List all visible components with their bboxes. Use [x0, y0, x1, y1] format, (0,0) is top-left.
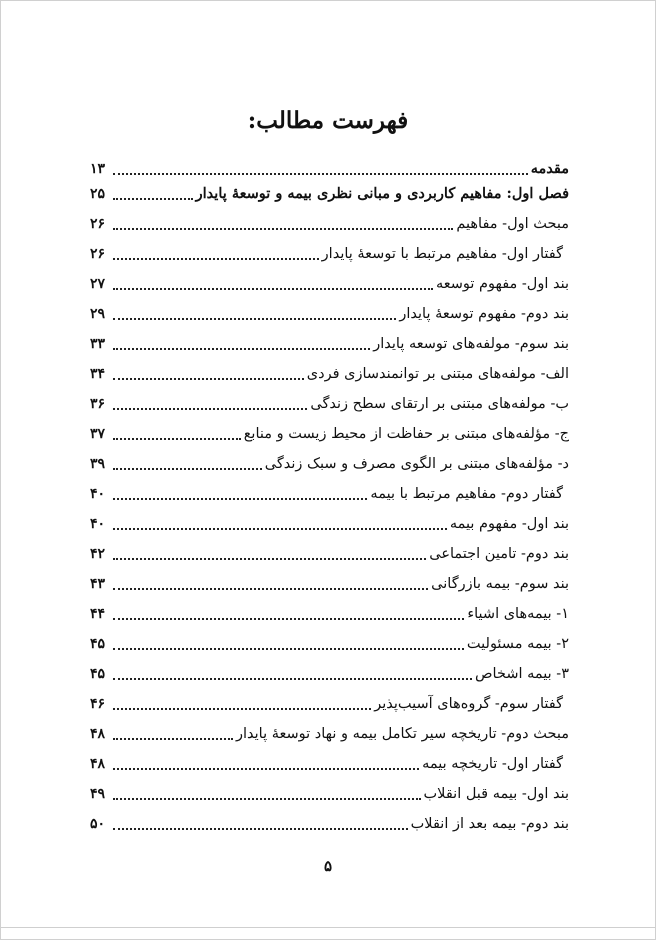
toc-entry-label: مبحث دوم- تاریخچه سیر تکامل بیمه و نهاد توسعۀ پایدار: [235, 726, 569, 742]
toc-entry-page: ۴۸: [90, 726, 106, 742]
toc-entry-page: ۳۹: [90, 456, 106, 472]
toc-entry[interactable]: [90, 509, 569, 539]
toc-entry-label: بند دوم- مفهوم توسعۀ پایدار: [399, 306, 569, 322]
toc-entry-label: ۳- بیمه اشخاص: [475, 666, 569, 682]
toc-entry-page: ۴۶: [90, 696, 106, 712]
toc-entry-page: ۳۶: [90, 396, 106, 412]
toc-entry-page: ۲۶: [90, 216, 106, 232]
toc-entry-label: بند دوم- بیمه بعد از انقلاب: [410, 816, 569, 832]
dot-leader: [113, 828, 408, 830]
table-of-contents: [90, 159, 569, 839]
toc-entry-label: مبحث اول- مفاهیم: [456, 216, 569, 232]
toc-entry-label: ب- مولفه‌های مبتنی بر ارتقای سطح زندگی: [310, 396, 569, 412]
toc-entry-label: گفتار سوم- گروه‌های آسیب‌پذیر: [374, 696, 563, 712]
toc-entry-label: بند سوم- مولفه‌های توسعه پایدار: [373, 336, 569, 352]
dot-leader: [113, 468, 262, 470]
toc-entry[interactable]: [90, 689, 569, 719]
toc-entry-label: بند اول- مفهوم بیمه: [449, 516, 569, 532]
page-title: فهرست مطالب:: [247, 107, 409, 134]
dot-leader: [113, 738, 233, 740]
toc-entry-page: ۴۰: [90, 486, 106, 502]
toc-entry[interactable]: [90, 449, 569, 479]
toc-entry-label: فصل اول: مفاهیم کاربردی و مبانی نظری بیمه و توسعۀ پایدار: [195, 185, 569, 202]
dot-leader: [113, 288, 433, 290]
toc-entry-page: ۴۵: [90, 666, 106, 682]
toc-entry-chapter-1[interactable]: [90, 179, 569, 209]
dot-leader: [113, 198, 193, 200]
toc-entry-page: ۲۶: [90, 246, 106, 262]
toc-entry-page: ۲۵: [90, 186, 106, 202]
toc-entry[interactable]: [90, 479, 569, 509]
toc-entry[interactable]: [90, 779, 569, 809]
toc-entry-page: ۲۷: [90, 276, 106, 292]
dot-leader: [113, 228, 453, 230]
toc-entry-page: ۳۳: [90, 336, 106, 352]
toc-entry[interactable]: [90, 809, 569, 839]
toc-entry[interactable]: [90, 719, 569, 749]
dot-leader: [113, 708, 371, 710]
toc-entry[interactable]: [90, 209, 569, 239]
toc-entry-label: بند اول- بیمه قبل انقلاب: [423, 786, 569, 802]
dot-leader: [113, 588, 428, 590]
toc-entry-label: بند اول- مفهوم توسعه: [435, 276, 569, 292]
toc-entry-page: ۳۷: [90, 426, 106, 442]
toc-entry-label: ۱- بیمه‌های اشیاء: [467, 606, 569, 622]
toc-entry-label: بند سوم- بیمه بازرگانی: [431, 576, 569, 592]
toc-entry[interactable]: [90, 419, 569, 449]
toc-entry[interactable]: [90, 239, 569, 269]
toc-entry-page: ۴۸: [90, 756, 106, 772]
toc-entry-page: ۳۴: [90, 366, 106, 382]
toc-entry-label: ج- مؤلفه‌های مبتنی بر حفاظت از محیط زیست و منابع: [243, 426, 569, 442]
toc-entry[interactable]: [90, 329, 569, 359]
toc-entry-label: ۲- بیمه مسئولیت: [466, 636, 569, 652]
toc-entry-label: گفتار اول- تاریخچه بیمه: [422, 756, 563, 772]
toc-entry[interactable]: [90, 629, 569, 659]
dot-leader: [113, 408, 307, 410]
toc-entry-page: ۴۲: [90, 546, 106, 562]
toc-entry-introduction[interactable]: [90, 159, 569, 179]
toc-entry-label: مقدمه: [530, 160, 569, 177]
dot-leader: [113, 648, 464, 650]
toc-entry[interactable]: [90, 299, 569, 329]
dot-leader: [113, 498, 367, 500]
dot-leader: [113, 438, 241, 440]
dot-leader: [113, 348, 370, 350]
toc-entry-page: ۵۰: [90, 816, 106, 832]
toc-entry-page: ۴۳: [90, 576, 106, 592]
toc-entry[interactable]: [90, 599, 569, 629]
dot-leader: [113, 768, 419, 770]
toc-entry[interactable]: [90, 749, 569, 779]
page-number: ۵: [323, 857, 333, 875]
dot-leader: [113, 528, 447, 530]
toc-entry[interactable]: [90, 569, 569, 599]
toc-entry-page: ۴۰: [90, 516, 106, 532]
toc-entry-label: بند دوم- تامین اجتماعی: [429, 546, 569, 562]
toc-entry[interactable]: [90, 389, 569, 419]
dot-leader: [113, 678, 472, 680]
toc-entry-page: ۲۹: [90, 306, 106, 322]
dot-leader: [113, 258, 319, 260]
dot-leader: [113, 318, 396, 320]
dot-leader: [113, 798, 421, 800]
toc-entry-label: الف- مولفه‌های مبتنی بر توانمندسازی فردی: [306, 366, 569, 382]
toc-entry-label: گفتار اول- مفاهیم مرتبط با توسعۀ پایدار: [321, 246, 563, 262]
toc-entry-page: ۴۹: [90, 786, 106, 802]
toc-entry[interactable]: [90, 269, 569, 299]
dot-leader: [113, 378, 304, 380]
toc-entry-page: ۱۳: [90, 161, 106, 177]
toc-entry-page: ۴۴: [90, 606, 106, 622]
dot-leader: [113, 618, 464, 620]
dot-leader: [113, 558, 426, 560]
toc-entry[interactable]: [90, 359, 569, 389]
dot-leader: [113, 173, 528, 175]
toc-entry-label: د- مؤلفه‌های مبتنی بر الگوی مصرف و سبک زندگی: [264, 456, 569, 472]
toc-entry[interactable]: [90, 539, 569, 569]
toc-entry[interactable]: [90, 659, 569, 689]
bottom-divider: [1, 927, 655, 928]
toc-entry-page: ۴۵: [90, 636, 106, 652]
toc-entry-label: گفتار دوم- مفاهیم مرتبط با بیمه: [370, 486, 563, 502]
